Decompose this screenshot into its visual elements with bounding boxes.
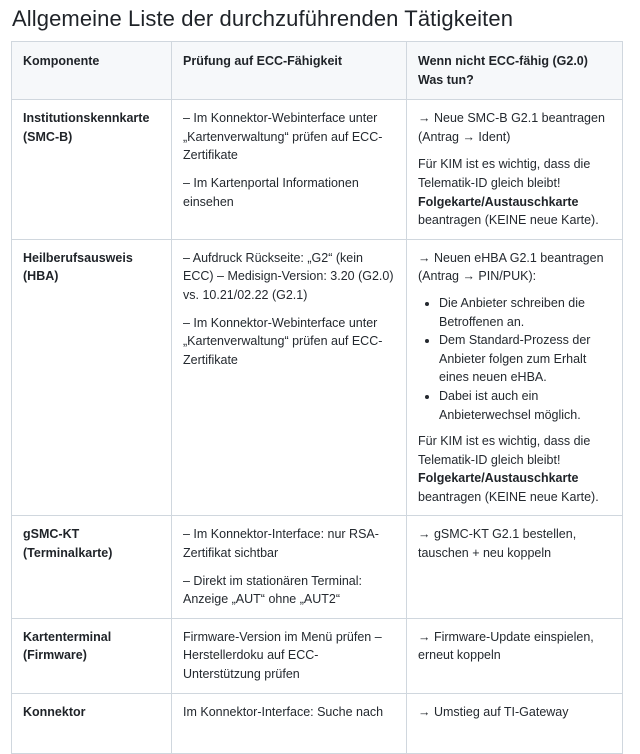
check-text: – Aufdruck Rückseite: „G2“ (kein ECC) – Medisign-Version: 3.20 (G2.0) vs. 10.21/02.22 (G2.1) — [183, 250, 394, 302]
component-cell — [12, 100, 172, 240]
header-massnahme-line1: Wenn nicht ECC-fähig (G2.0) — [418, 54, 588, 68]
kim-note-text: Für KIM ist es wichtig, dass die Telematik-ID gleich bleibt! — [418, 434, 591, 467]
table-row — [12, 100, 623, 240]
component-abbrev: (Terminalkarte) — [23, 546, 113, 561]
component-cell — [12, 618, 172, 693]
kim-note — [418, 155, 612, 229]
action-text: → Firmware-Update einspielen, erneut koppeln — [418, 629, 594, 663]
check-text: – Im Konnektor-Webinterface unter „Kartenverwaltung“ prüfen auf ECC-Zertifikate — [183, 111, 383, 163]
action-cell — [407, 516, 623, 618]
kim-bold-text: Folgekarte/Austauschkarte — [418, 194, 579, 209]
check-text: Im Konnektor-Interface: Suche nach — [183, 704, 384, 719]
action-text: → gSMC-KT G2.1 bestellen, tauschen + neu koppeln — [418, 527, 577, 561]
action-cell — [407, 100, 623, 240]
component-cell — [12, 693, 172, 753]
check-text: – Im Konnektor-Webinterface unter „Kartenverwaltung“ prüfen auf ECC-Zertifikate — [183, 315, 383, 367]
table-row — [12, 693, 623, 753]
check-cell — [172, 100, 407, 240]
header-massnahme — [407, 42, 623, 100]
component-name: Institutionskennkarte — [23, 111, 150, 126]
action-cell — [407, 239, 623, 516]
list-item: • Dem Standard-Prozess der Anbieter folgen zum Erhalt eines neuen eHBA. — [439, 331, 612, 387]
check-cell — [172, 618, 407, 693]
component-cell — [12, 239, 172, 516]
check-text: – Direkt im stationären Terminal: Anzeige „AUT“ ohne „AUT2“ — [183, 573, 363, 607]
header-pruefung: Prüfung auf ECC-Fähigkeit — [172, 42, 407, 100]
action-cell — [407, 693, 623, 753]
list-item: • Dabei ist auch ein Anbieterwechsel möglich. — [439, 387, 612, 424]
component-abbrev: (Firmware) — [23, 648, 87, 663]
table-row — [12, 618, 623, 693]
action-text: → Neue SMC-B G2.1 beantragen (Antrag → Ident) — [418, 111, 605, 144]
table-header-row — [12, 42, 623, 100]
header-komponente: Komponente — [12, 42, 172, 100]
component-name: Konnektor — [23, 704, 86, 719]
header-massnahme-line2: Was tun? — [418, 72, 474, 87]
check-text: – Im Kartenportal Informationen einsehen — [183, 175, 359, 209]
list-item: • Die Anbieter schreiben die Betroffenen an. — [439, 294, 612, 331]
component-name: Kartenterminal — [23, 629, 112, 644]
action-text: → Neuen eHBA G2.1 beantragen (Antrag → PIN/PUK): — [418, 250, 604, 284]
action-text: → Umstieg auf TI-Gateway — [418, 704, 569, 719]
kim-end-text: beantragen (KEINE neue Karte). — [418, 489, 599, 504]
activities-table — [11, 41, 623, 754]
check-cell — [172, 693, 407, 753]
check-cell — [172, 516, 407, 618]
kim-bold-text: Folgekarte/Austauschkarte — [418, 471, 579, 486]
component-abbrev: (HBA) — [23, 269, 59, 284]
component-name: Heilberufsausweis — [23, 250, 133, 265]
component-abbrev: (SMC-B) — [23, 129, 73, 144]
check-cell — [172, 239, 407, 516]
table-row — [12, 516, 623, 618]
component-cell — [12, 516, 172, 618]
action-cell — [407, 618, 623, 693]
component-name: gSMC-KT — [23, 527, 80, 542]
check-text: – Im Konnektor-Interface: nur RSA-Zertifikat sichtbar — [183, 527, 379, 561]
action-bullet-list — [418, 294, 612, 424]
kim-note-text: Für KIM ist es wichtig, dass die Telematik-ID gleich bleibt! — [418, 157, 591, 190]
check-text: Firmware-Version im Menü prüfen – Herstellerdoku auf ECC-Unterstützung prüfen — [183, 629, 382, 682]
kim-note — [418, 432, 612, 506]
table-row — [12, 239, 623, 516]
page-title: Allgemeine Liste der durchzuführenden Tätigkeiten — [12, 6, 514, 31]
kim-end-text: beantragen (KEINE neue Karte). — [418, 213, 599, 228]
